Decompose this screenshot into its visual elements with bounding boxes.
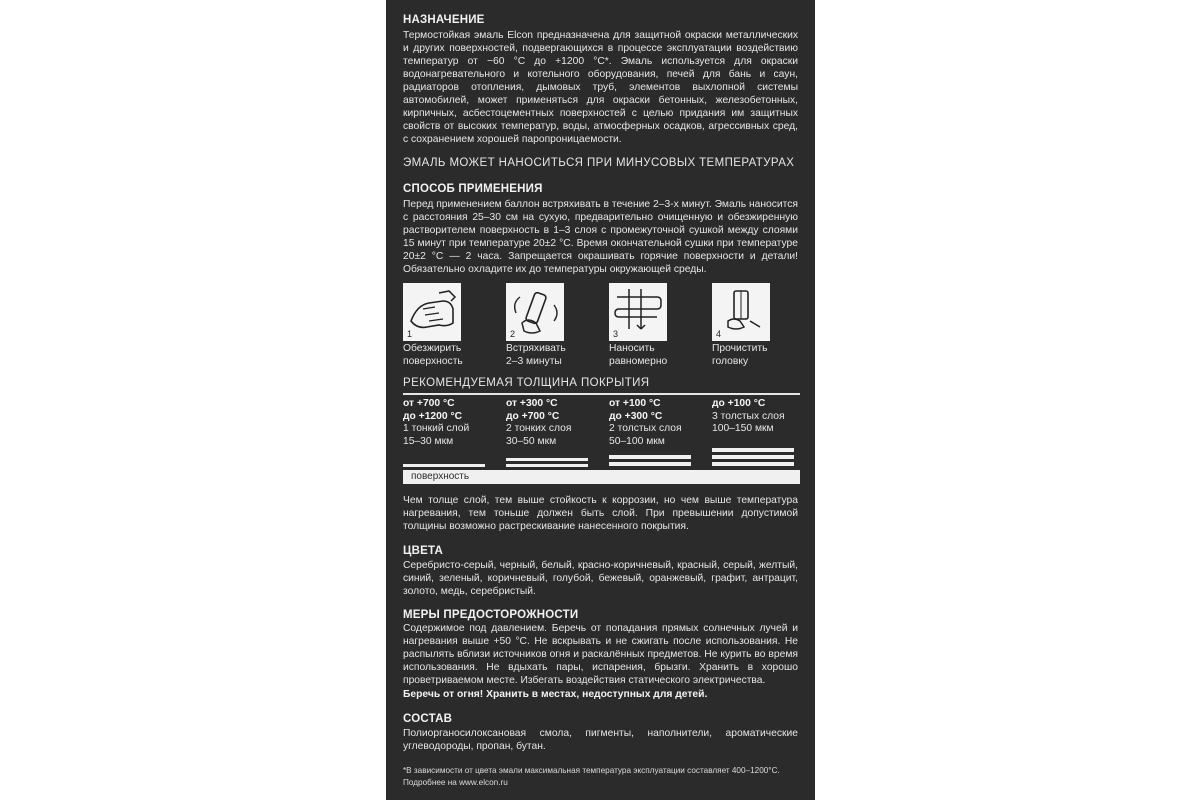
product-label-panel — [386, 0, 815, 800]
layer-bar — [609, 462, 691, 466]
purpose-text: Термостойкая эмаль Elcon предназначена для защитной окраски металлических и других поверхностей, подвергающихся в процессе эксплуатации воздействию температур от −60 °С до +1200 °С*. Эмаль используется для окраски водонагревательного и котельного оборудования, печей для бань и саун, радиаторов отопления, дымовых труб, элементов выхлопной системы автомобилей, может применяться для окраски бетонных, железобетонных, кирпичных, асбестоцементных поверхностей с целью придания им защитных свойств от высоких температур, воды, атмосферных осадков, агрессивных сред, с сохранением хорошей паропроницаемости. — [403, 30, 798, 145]
precautions-text: Содержимое под давлением. Беречь от попадания прямых солнечных лучей и нагревания выше +50 °С. Не вскрывать и не сжигать после использования. Не распылять вблизи источников огня и раскалённых предметов. Не курить во время использования. Не вдыхать пары, испарения, брызги. Хранить в хорошо проветриваемом месте. Избегать воздействия статического электричества. — [403, 623, 798, 686]
precautions-bold: Беречь от огня! Хранить в местах, недоступных для детей. — [403, 689, 708, 700]
step-3-label: Наносить равномерно — [609, 343, 668, 367]
composition-title: СОСТАВ — [403, 713, 453, 725]
step-number: 1 — [407, 329, 413, 339]
divider — [403, 393, 800, 395]
layer-bar — [506, 464, 588, 467]
layer-bar — [712, 448, 794, 452]
step-number: 3 — [613, 329, 619, 339]
spray-pattern-icon — [609, 283, 667, 341]
thickness-title: РЕКОМЕНДУЕМАЯ ТОЛЩИНА ПОКРЫТИЯ — [403, 377, 650, 389]
degrease-hands-icon — [403, 283, 461, 341]
precautions-title: МЕРЫ ПРЕДОСТОРОЖНОСТИ — [403, 609, 579, 621]
step-4-label: Прочистить головку — [712, 343, 768, 367]
layer-bar — [609, 455, 691, 459]
step-number: 2 — [510, 329, 516, 339]
colors-title: ЦВЕТА — [403, 545, 443, 557]
minus-temperature-note: ЭМАЛЬ МОЖЕТ НАНОСИТЬСЯ ПРИ МИНУСОВЫХ ТЕМПЕРАТУРАХ — [403, 157, 795, 169]
thickness-col-4: до +100 °С 3 толстых слоя 100–150 мкм — [712, 398, 785, 434]
step-2-label: Встряхивать 2–3 минуты — [506, 343, 566, 367]
application-title: СПОСОБ ПРИМЕНЕНИЯ — [403, 183, 543, 195]
application-text: Перед применением баллон встряхивать в течение 2–3-х минут. Эмаль наносится с расстояния 25–30 см на сухую, предварительно очищенную и обезжиренную растворителем поверхность в 1–3 слоя с промежуточной сушкой между слоями 15 минут при температуре 20±2 °С. Время окончательной сушки при температуре 20±2 °С — 2 часа. Запрещается окрашивать горячие поверхности и детали! Обязательно охладите их до температуры окружающей среды. — [403, 199, 798, 275]
surface-bar: поверхность — [403, 470, 800, 484]
shake-can-icon — [506, 283, 564, 341]
layer-bar — [403, 464, 485, 467]
thickness-col-3: от +100 °С до +300 °С 2 толстых слоя 50–100 мкм — [609, 398, 682, 447]
purpose-title: НАЗНАЧЕНИЕ — [403, 14, 485, 26]
website-note: Подробнее на www.elcon.ru — [403, 778, 508, 787]
composition-text: Полиорганосилоксановая смола, пигменты, наполнители, ароматические углеводороды, пропан, бутан. — [403, 728, 798, 752]
thickness-col-2: от +300 °С до +700 °С 2 тонких слоя 30–50 мкм — [506, 398, 572, 447]
step-1-label: Обезжирить поверхность — [403, 343, 463, 367]
layer-bar — [506, 458, 588, 461]
layer-bar — [712, 455, 794, 459]
layer-bar — [712, 462, 794, 466]
thickness-col-1: от +700 °С до +1200 °С 1 тонкий слой 15–30 мкм — [403, 398, 470, 447]
clean-nozzle-icon — [712, 283, 770, 341]
step-number: 4 — [716, 329, 722, 339]
colors-text: Серебристо-серый, черный, белый, красно-коричневый, красный, серый, желтый, синий, зеленый, коричневый, голубой, бежевый, оранжевый, графит, антрацит, золото, медь, серебристый. — [403, 560, 798, 597]
thickness-note: Чем толще слой, тем выше стойкость к коррозии, но чем выше температура нагревания, тем тоньше должен быть слой. При превышении допустимой толщины возможно растрескивание нанесенного покрытия. — [403, 495, 798, 532]
footnote: *В зависимости от цвета эмали максимальная температура эксплуатации составляет 400–1200°С. — [403, 766, 780, 775]
